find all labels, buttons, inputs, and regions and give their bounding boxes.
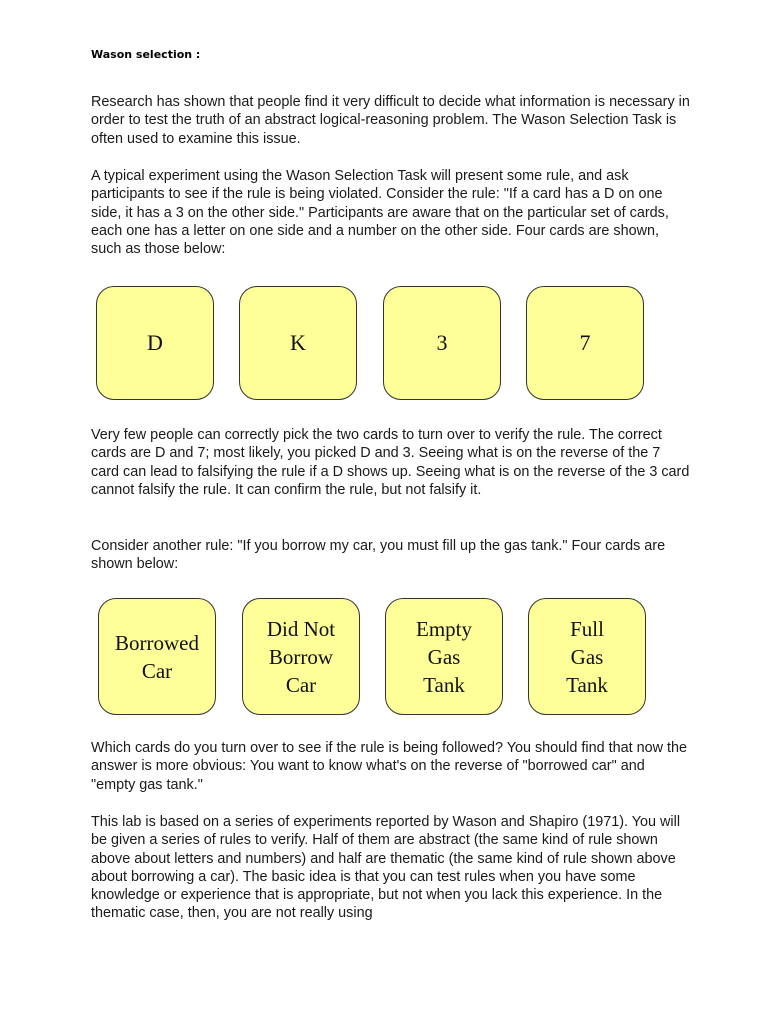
paragraph-another-rule: Consider another rule: "If you borrow my car, you must fill up the gas tank." Four cards are shown below: (91, 538, 666, 573)
card-label: K (290, 330, 306, 355)
card-full-gas-tank (528, 598, 646, 715)
card-label: D (147, 330, 163, 355)
document-heading: Wason selection : (91, 48, 201, 61)
card-d (96, 286, 214, 400)
card-did-not-borrow-car (242, 598, 360, 715)
card-label: Borrowed Car (115, 630, 199, 683)
card-borrowed-car (98, 598, 216, 715)
paragraph-which-cards: Which cards do you turn over to see if the rule is being followed? You should find that now the answer is more obvious: You want to know what's on the reverse of "borrowed car" and "empty gas tank." (91, 740, 687, 793)
card-empty-gas-tank (385, 598, 503, 715)
paragraph-explanation: Very few people can correctly pick the two cards to turn over to verify the rule. The correct cards are D and 7; most likely, you picked D and 3. Seeing what is on the reverse of the 7 card can lead to falsifying the rule if a D shows up. Seeing what is on the reverse of the 3 card cannot falsify the rule. It can confirm the rule, but not falsify it. (91, 427, 690, 498)
paragraph-typical-experiment: A typical experiment using the Wason Selection Task will present some rule, and ask participants to see if the rule is being violated. Consider the rule: "If a card has a D on one side, it has a 3 on the other side." Participants are aware that on the particular set of cards, each one has a letter on one side and a number on the other side. Four cards are shown, such as those below: (91, 168, 669, 258)
card-k (239, 286, 357, 400)
card-3 (383, 286, 501, 400)
paragraph-lab-description: This lab is based on a series of experiments reported by Wason and Shapiro (1971). You will be given a series of rules to verify. Half of them are abstract (the same kind of rule shown above about letters and numbers) and half are thematic (the same kind of rule shown above about borrowing a car). The basic idea is that you can test rules when you have some knowledge or experience that is appropriate, but not when you lack this experience. In the thematic case, then, you are not really using (91, 814, 681, 922)
card-label: Did Not Borrow Car (266, 616, 336, 697)
card-label: 3 (436, 330, 448, 355)
card-7 (526, 286, 644, 400)
card-label: 7 (579, 330, 591, 355)
card-label: Full Gas Tank (566, 616, 608, 697)
paragraph-intro: Research has shown that people find it very difficult to decide what information is necessary in order to test the truth of an abstract logical-reasoning problem. The Wason Selection Task is often used to examine this issue. (91, 94, 690, 147)
card-label: Empty Gas Tank (416, 616, 472, 697)
